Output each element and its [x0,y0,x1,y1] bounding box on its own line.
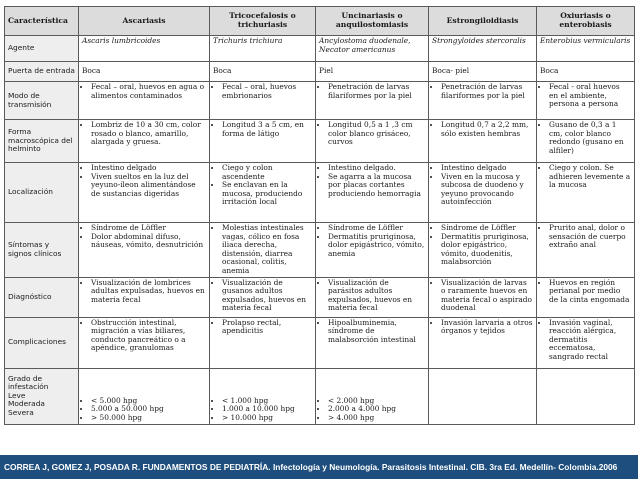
list-item: • Obstrucción intestinal, migración a vías biliares, conducto pancreático o a apéndice, granulomas [91,319,206,353]
table-cell [210,120,316,163]
bullet-list [540,224,631,250]
table-cell [316,163,429,223]
list-item: • Prurito anal, dolor o sensación de cuerpo extraño anal [549,224,631,250]
table-cell [537,277,635,317]
bullet-list [82,164,206,198]
table-cell [79,82,210,120]
row-header-text: Localización [8,187,53,197]
row-header-text: Complicaciones [8,337,66,347]
header-cell: Tricocefalosis o trichuriasis [210,7,316,36]
cell-text: Strongyloides stercoralis [432,36,526,45]
table-cell [429,277,537,317]
citation-footer: CORREA J, GOMEZ J, POSADA R. FUNDAMENTOS DE PEDIATRÍA. Infectología y Neumología. Parasitosis Intestinal. CIB. 3ra Ed. Medellín- Colombia.2006 [0,455,638,479]
row-header-text: Forma macroscópica del helminto [8,127,73,154]
list-item: • 5.000 a 50.000 hpg [91,405,206,414]
table-cell [210,277,316,317]
table-cell [79,62,210,82]
bullet-list [432,279,533,313]
list-item: • Gusano de 0,3 a 1 cm, color blanco redondo (gusano en alfiler) [549,121,631,155]
bullet-list [319,224,425,258]
header-cell: Oxiuriasis o enterobiasis [537,7,635,36]
list-item: • Viven en la mucosa y subcosa de duodeno y yeyuno provocando autoinfección [441,173,533,207]
table-cell [316,62,429,82]
table-cell [429,163,537,223]
list-item: • Fecal – oral, huevos en agua o alimentos contaminados [91,83,206,100]
table-cell [429,62,537,82]
table-cell [537,223,635,278]
header-cell: Ascariasis [79,7,210,36]
list-item: • Intestino delgado [91,164,206,173]
table-row [5,317,635,368]
list-item: • Se agarra a la mucosa por placas cortantes produciendo hemorragia [328,173,425,199]
table-row [5,163,635,223]
list-item: • Prolapso rectal, apendicitis [222,319,312,336]
row-header-text: Moderada [8,399,45,409]
table-cell [429,317,537,368]
table-cell [210,368,316,424]
table-cell [79,120,210,163]
row-header [5,36,79,62]
table-cell [537,163,635,223]
list-item: • Dermatitis pruriginosa, dolor epigástrico, vómito, anemia [328,233,425,259]
bullet-list [319,319,425,345]
cell-text: Ascaris lumbricoides [82,36,161,45]
list-item: • Síndrome de Löffler [91,224,206,233]
list-item: • Longitud 0,7 a 2,2 mm, sólo existen hembras [441,121,533,138]
cell-text: Boca [540,66,559,76]
list-item: • Ciego y colon. Se adhieren levemente a la mucosa [549,164,631,190]
bullet-list [540,279,631,305]
table-cell [79,277,210,317]
list-item: • Intestino delgado [441,164,533,173]
bullet-list [319,121,425,147]
row-header [5,317,79,368]
table-cell [316,277,429,317]
table-row [5,82,635,120]
table-cell [537,62,635,82]
header-cell: Característica [5,7,79,36]
list-item: • Hipoalbuminemia, síndrome de malabsorción intestinal [328,319,425,345]
bullet-list [213,164,312,207]
bullet-list [432,121,533,138]
table-cell [316,223,429,278]
bullet-list [319,397,425,423]
row-header [5,368,79,424]
table-row [5,62,635,82]
table-row [5,120,635,163]
bullet-list [82,319,206,353]
list-item: • Síndrome de Löffler [441,224,533,233]
list-item: • > 4.000 hpg [328,414,425,423]
row-header [5,120,79,163]
bullet-list [432,319,533,336]
list-item: • Longitud 0,5 a 1 ,3 cm color blanco grisáceo, curvos [328,121,425,147]
row-header [5,62,79,82]
header-cell: Estrongiloidiasis [429,7,537,36]
table-cell [79,163,210,223]
table-cell [429,120,537,163]
list-item: • Visualización de gusanos adultos expulsados, huevos en materia fecal [222,279,312,313]
table-cell [316,368,429,424]
list-item: • Huevos en región perianal por medio de la cinta engomada [549,279,631,305]
row-header-text: Grado de infestación [8,373,49,392]
list-item: • < 1.000 hpg [222,397,312,406]
bullet-list [82,224,206,250]
table-row [5,368,635,424]
list-item: • Visualización de parásitos adultos expulsados, huevos en materia fecal [328,279,425,313]
table-row [5,277,635,317]
list-item: • Se enclavan en la mucosa, produciendo irritación local [222,181,312,207]
bullet-list [213,279,312,313]
cell-text: Enterobius vermicularis [540,36,631,45]
table-cell [316,36,429,62]
bullet-list [540,121,631,155]
table-cell [537,368,635,424]
parasitosis-table [4,6,635,425]
bullet-list [213,397,312,423]
table-cell [316,120,429,163]
bullet-list [540,164,631,190]
list-item: • Visualización de lombrices adultas expulsadas, huevos en materia fecal [91,279,206,305]
list-item: • Ciego y colon ascendente [222,164,312,181]
row-header [5,163,79,223]
list-item: • Penetración de larvas filariformes por la piel [441,83,533,100]
cell-text: Boca- piel [432,66,470,76]
table-cell [429,368,537,424]
list-item: • Longitud 3 a 5 cm, en forma de látigo [222,121,312,138]
table-row [5,36,635,62]
row-header [5,277,79,317]
table-cell [537,36,635,62]
list-item: • 2.000 a 4.000 hpg [328,405,425,414]
list-item: • Invasión vaginal, reacción alérgica, dermatitis eccematosa, sangrado rectal [549,319,631,362]
row-header [5,82,79,120]
bullet-list [82,121,206,147]
list-item: • Molestias intestinales vagas, cólico en fosa iliaca derecha, distensión, diarrea ocasional, colitis, anemia [222,224,312,276]
list-item: • < 2.000 hpg [328,397,425,406]
bullet-list [213,319,312,336]
bullet-list [540,319,631,362]
bullet-list [319,279,425,313]
table-cell [210,82,316,120]
cell-text: Boca [82,66,101,76]
bullet-list [319,83,425,100]
list-item: • Intestino delgado. [328,164,425,173]
row-header-text: Diagnóstico [8,291,52,301]
header-cell: Uncinariasis o anquilostomiasis [316,7,429,36]
table-cell [79,368,210,424]
list-item: • > 50.000 hpg [91,414,206,423]
list-item: • Lombriz de 10 a 30 cm, color rosado o blanco, amarillo, alargada y gruesa. [91,121,206,147]
bullet-list [432,224,533,267]
bullet-list [319,164,425,198]
cell-text: Boca [213,66,232,76]
bullet-list [540,83,631,109]
row-header-text: Leve [8,390,26,400]
row-header [5,223,79,278]
table-cell [429,223,537,278]
header-row [5,7,635,36]
table-row [5,223,635,278]
list-item: • Viven sueltos en la luz del yeyuno-íleon alimentándose de sustancias digeridas [91,173,206,199]
list-item: • Dolor abdominal difuso, náuseas, vómito, desnutrición [91,233,206,250]
table-cell [210,317,316,368]
table-cell [210,36,316,62]
row-header-text: Agente [8,43,35,53]
cell-text: Ancylostoma duodenale, Necator americanus [319,36,411,54]
bullet-list [82,397,206,423]
bullet-list [213,83,312,100]
cell-text: Trichuris trichiura [213,36,283,45]
list-item: • Invasión larvaria a otros órganos y tejidos [441,319,533,336]
table-cell [79,317,210,368]
bullet-list [82,279,206,305]
row-header-text: Modo de transmisión [8,90,52,109]
bullet-list [213,224,312,276]
table-cell [537,82,635,120]
table-cell [537,317,635,368]
table-cell [79,223,210,278]
row-header-text: Severa [8,407,34,417]
list-item: • Dermatitis pruriginosa, dolor epigástrico, vómito, duodenitis, malabsorción [441,233,533,267]
list-item: • Penetración de larvas filariformes por la piel [328,83,425,100]
list-item: • Síndrome de Löffler [328,224,425,233]
bullet-list [432,83,533,100]
table-cell [210,62,316,82]
list-item: • Fecal - oral huevos en el ambiente, persona a persona [549,83,631,109]
row-header-text: Puerta de entrada [8,66,75,76]
row-header-text: Síntomas y signos clínicos [8,240,62,258]
table-cell [316,317,429,368]
cell-text: Piel [319,66,334,76]
list-item: • > 10.000 hpg [222,414,312,423]
bullet-list [432,164,533,207]
list-item: • < 5.000 hpg [91,397,206,406]
table-cell [429,36,537,62]
table-cell [79,36,210,62]
list-item: • Visualización de larvas o raramente huevos en materia fecal o aspirado duodenal [441,279,533,313]
table-cell [429,82,537,120]
table-cell [316,82,429,120]
table-cell [537,120,635,163]
bullet-list [213,121,312,138]
list-item: • Fecal – oral, huevos embrionarios [222,83,312,100]
bullet-list [82,83,206,100]
list-item: • 1.000 a 10.000 hpg [222,405,312,414]
table-cell [210,223,316,278]
table-cell [210,163,316,223]
